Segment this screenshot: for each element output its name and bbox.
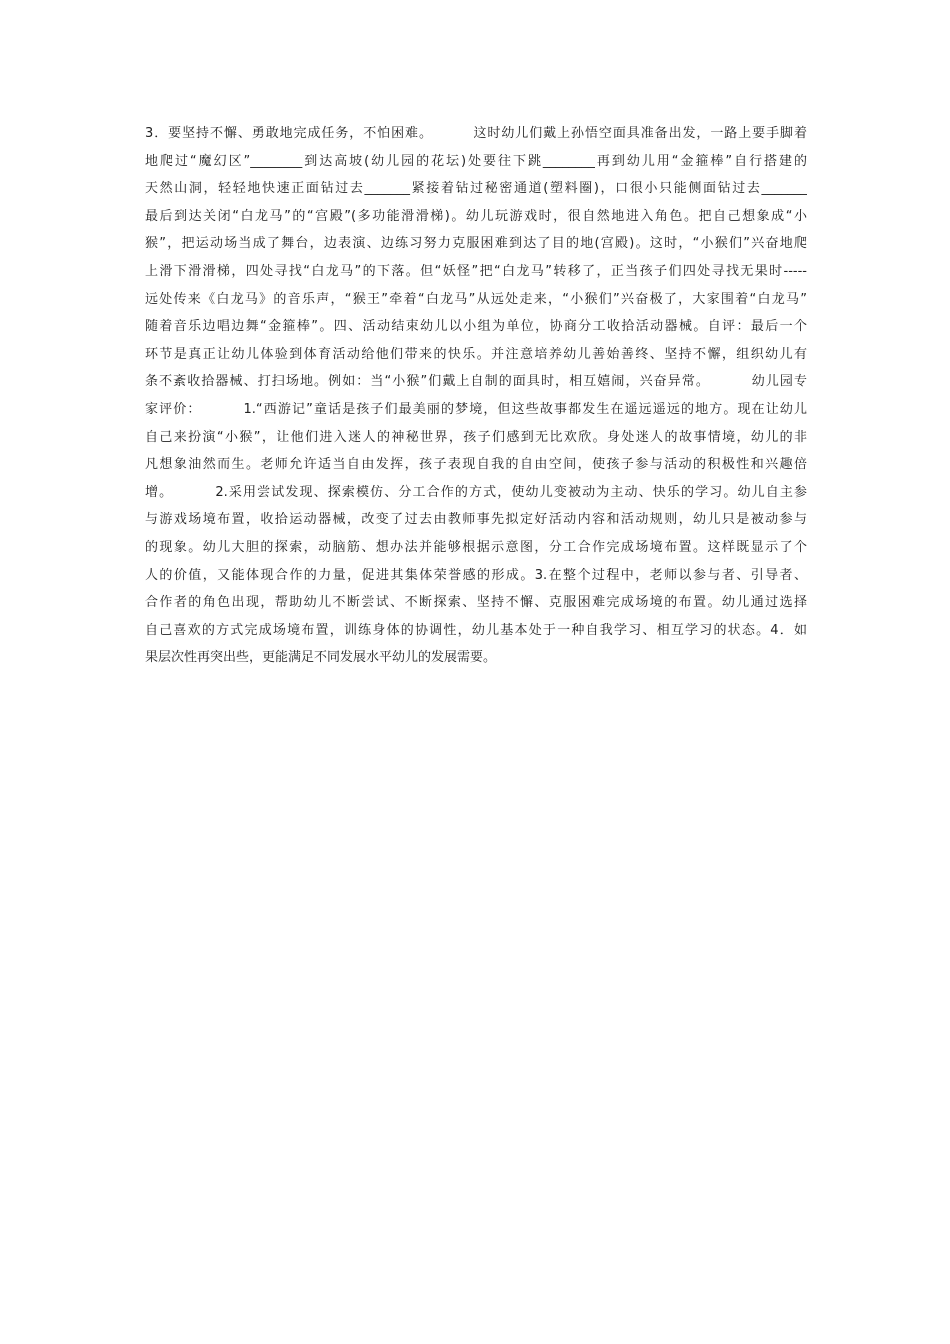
- text-line: 天然山洞，轻轻地快速正面钻过去_______紧接着钻过秘密通道(塑料圈)，口很小只能侧面钻过去_______: [145, 181, 807, 197]
- text-line: 最后到达关闭“白龙马”的“宫殿”(多功能滑滑梯)。幼儿玩游戏时，很自然地进入角色。把自己想象成“小: [145, 208, 807, 224]
- text-line: 的现象。幼儿大胆的探索，动脑筋、想办法并能够根据示意图，分工合作完成场境布置。这样既显示了个: [145, 539, 807, 555]
- text-line: 凡想象油然而生。老师允许适当自由发挥，孩子表现自我的自由空间，使孩子参与活动的积极性和兴趣倍: [145, 457, 807, 473]
- text-line: 地爬过“魔幻区”________到达高坡(幼儿园的花坛)处要往下跳________再到幼儿用“金箍棒”自行搭建的: [145, 153, 807, 169]
- text-line: 上滑下滑滑梯，四处寻找“白龙马”的下落。但“妖怪”把“白龙马”转移了，正当孩子们四处寻找无果时-----: [145, 263, 807, 279]
- text-line: 环节是真正让幼儿体验到体育活动给他们带来的快乐。并注意培养幼儿善始善终、坚持不懈，组织幼儿有: [145, 346, 807, 362]
- body-text: [145, 120, 807, 672]
- text-line: 增。 2.采用尝试发现、探索模仿、分工合作的方式，使幼儿变被动为主动、快乐的学习。幼儿自主参: [145, 484, 807, 500]
- text-line: 自己喜欢的方式完成场境布置，训练身体的协调性，幼儿基本处于一种自我学习、相互学习的状态。4．如: [145, 622, 807, 638]
- text-line: 猴”，把运动场当成了舞台，边表演、边练习努力克服困难到达了目的地(宫殿)。这时，“小猴们”兴奋地爬: [145, 236, 807, 252]
- text-line: 随着音乐边唱边舞“金箍棒”。四、活动结束幼儿以小组为单位，协商分工收拾活动器械。自评：最后一个: [145, 319, 807, 335]
- text-line: 与游戏场境布置，收拾运动器械，改变了过去由教师事先拟定好活动内容和活动规则，幼儿只是被动参与: [145, 512, 807, 528]
- text-line: 条不紊收拾器械、打扫场地。例如：当“小猴”们戴上自制的面具时，相互嬉闹，兴奋异常。 幼儿园专: [145, 374, 807, 390]
- text-line: 自己来扮演“小猴”，让他们进入迷人的神秘世界，孩子们感到无比欢欣。身处迷人的故事情境，幼儿的非: [145, 429, 807, 445]
- text-line: 人的价值，又能体现合作的力量，促进其集体荣誉感的形成。3.在整个过程中，老师以参与者、引导者、: [145, 567, 807, 583]
- text-line: 合作者的角色出现，帮助幼儿不断尝试、不断探索、坚持不懈、克服困难完成场境的布置。幼儿通过选择: [145, 595, 807, 611]
- text-line: 远处传来《白龙马》的音乐声，“猴王”牵着“白龙马”从远处走来，“小猴们”兴奋极了，大家围着“白龙马”: [145, 291, 807, 307]
- text-line: 家评价： 1.“西游记”童话是孩子们最美丽的梦境，但这些故事都发生在遥远遥远的地方。现在让幼儿: [145, 401, 807, 417]
- text-line: 3．要坚持不懈、勇敢地完成任务，不怕困难。 这时幼儿们戴上孙悟空面具准备出发，一路上要手脚着: [145, 126, 807, 141]
- text-line: 果层次性再突出些，更能满足不同发展水平幼儿的发展需要。: [145, 650, 497, 666]
